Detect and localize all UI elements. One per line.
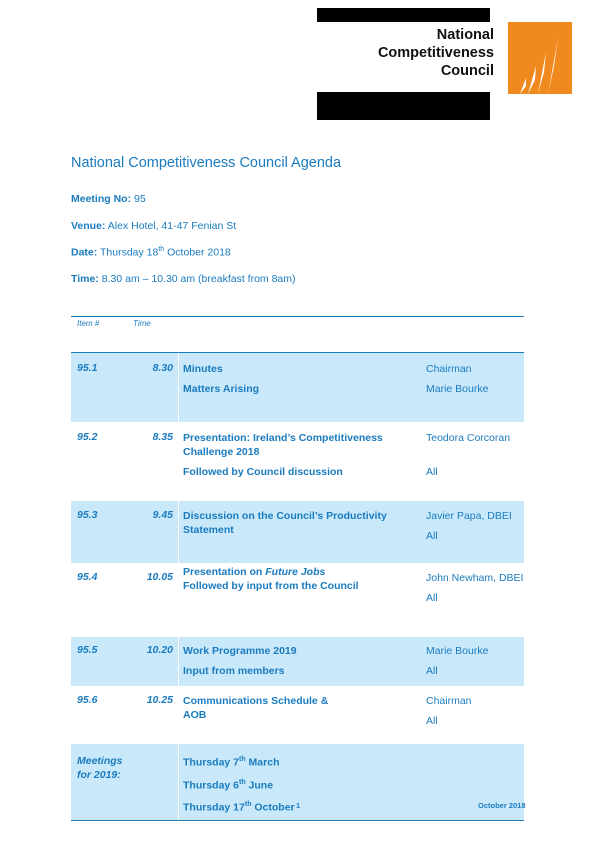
table-row — [71, 422, 524, 501]
item-time: 9.45 — [133, 501, 179, 563]
item-topic: Communications Schedule & AOB — [179, 686, 422, 744]
meeting-number: Meeting No: 95 — [71, 193, 146, 205]
logo-text — [320, 26, 494, 80]
logo-line-2: Competitiveness — [377, 45, 494, 61]
table-row — [71, 353, 524, 423]
logo-bottom-bar — [317, 92, 490, 120]
item-topic: Discussion on the Council’s Productivity Statement — [179, 501, 422, 563]
logo-line-1: National — [436, 27, 494, 43]
item-owner: Marie Bourke All — [421, 637, 524, 686]
meetings-dates: Thursday 7th March Thursday 6th June Thursday 17th October — [179, 744, 422, 821]
item-time: 8.35 — [152, 431, 173, 443]
venue: Venue: Alex Hotel, 41-47 Fenian St — [71, 220, 237, 232]
item-owner: Chairman All — [426, 695, 472, 727]
item-number: 95.6 — [77, 694, 98, 706]
item-time: 10.20 — [133, 637, 179, 686]
item-time: 10.05 — [146, 571, 173, 583]
item-owner: John Newham, DBEI All — [426, 572, 524, 604]
meetings-label: Meetings for 2019: — [71, 744, 179, 821]
page-title: National Competitiveness Council Agenda — [71, 155, 342, 171]
logo-line-3: Council — [440, 63, 494, 79]
item-owner: Teodora Corcoran All — [426, 432, 511, 478]
ncc-logo-mark-icon — [508, 22, 572, 94]
meeting-time: Time: 8.30 am – 10.30 am (breakfast from 8am) — [71, 273, 296, 285]
item-number: 95.3 — [71, 501, 133, 563]
item-topic: Presentation on Future Jobs Followed by input from the Council — [179, 563, 422, 637]
footer-date: October 2018 — [478, 801, 526, 810]
item-owner: Chairman Marie Bourke — [421, 353, 524, 423]
meeting-date: Date: Thursday 18th October 2018 — [71, 246, 231, 259]
item-number: 95.1 — [71, 353, 133, 423]
item-number: 95.5 — [71, 637, 133, 686]
table-row — [71, 501, 524, 563]
item-number: 95.4 — [77, 571, 98, 583]
item-owner: Javier Papa, DBEI All — [421, 501, 524, 563]
table-row — [71, 686, 524, 744]
item-number: 95.2 — [77, 431, 98, 443]
item-topic: Work Programme 2019 Input from members — [179, 637, 422, 686]
agenda-table — [71, 316, 524, 821]
item-time: 10.25 — [146, 694, 173, 706]
header-item: Item # — [71, 317, 133, 353]
table-row — [71, 563, 524, 637]
logo-top-bar — [317, 8, 490, 22]
header-time: Time — [133, 317, 179, 353]
item-topic: Minutes Matters Arising — [179, 353, 422, 423]
table-header — [71, 317, 524, 353]
item-time: 8.30 — [133, 353, 179, 423]
page-number: 1 — [296, 801, 301, 810]
table-row — [71, 637, 524, 686]
item-topic: Presentation: Ireland’s Competitiveness Challenge 2018 Followed by Council discussion — [179, 422, 422, 501]
